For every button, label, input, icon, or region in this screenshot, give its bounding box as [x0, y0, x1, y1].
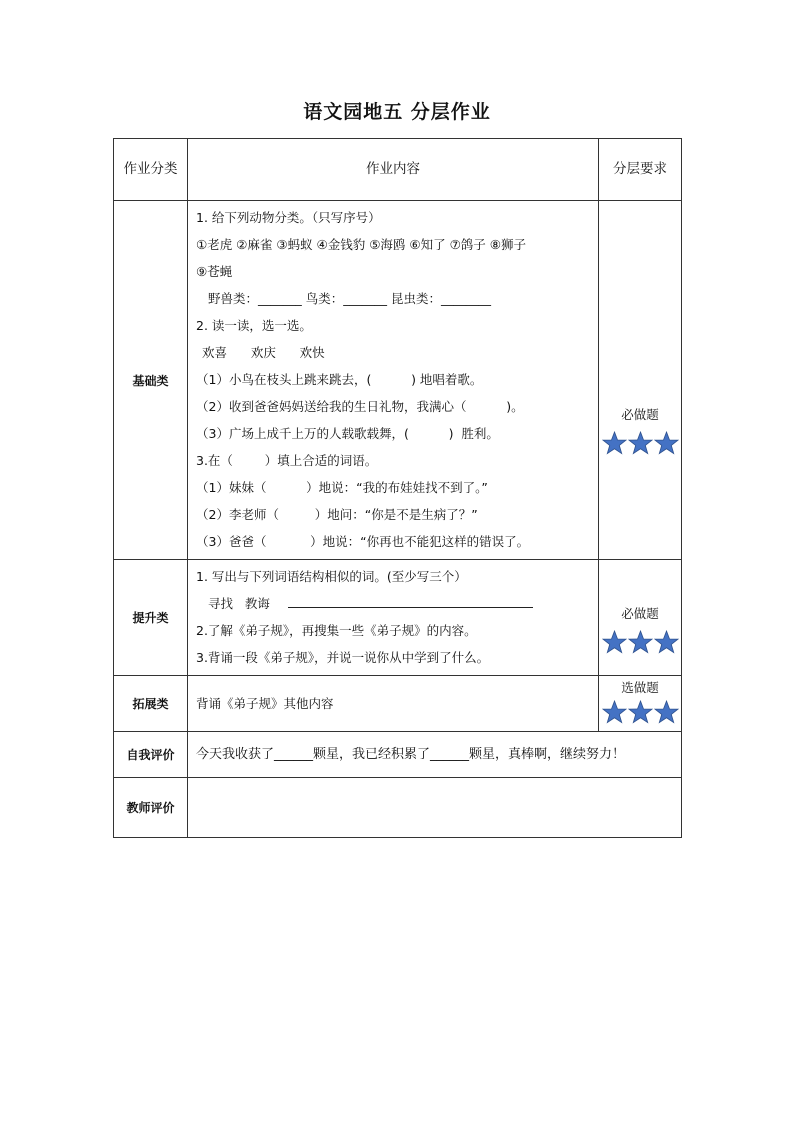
basic-q3-item2: （2）李老师（ ）地问：“你是不是生病了？” — [196, 507, 478, 522]
extension-category: 拓展类 — [114, 676, 188, 732]
extension-requirement: 选做题 — [621, 680, 659, 695]
star-icon — [654, 700, 679, 724]
basic-q2-words: 欢喜 欢庆 欢快 — [202, 345, 325, 360]
extension-stars — [599, 700, 681, 724]
basic-q2-title: 2. 读一读，选一选。 — [196, 318, 312, 333]
extension-content: 背诵《弟子规》其他内容 — [196, 695, 334, 711]
self-eval-category: 自我评价 — [114, 732, 188, 778]
star-icon — [654, 431, 679, 455]
advanced-q1: 1. 写出与下列词语结构相似的词。(至少写三个） — [196, 569, 467, 584]
basic-q1-options: ①老虎 ②麻雀 ③蚂蚁 ④金钱豹 ⑤海鸥 ⑥知了 ⑦鸽子 ⑧狮子 — [196, 237, 526, 252]
self-eval-row — [114, 732, 682, 778]
basic-content — [188, 201, 599, 560]
header-requirement: 分层要求 — [599, 139, 682, 201]
advanced-row — [114, 560, 682, 676]
self-eval-content: 今天我收获了______颗星，我已经积累了______颗星，真棒啊，继续努力！ — [188, 732, 682, 778]
basic-q2-item2: （2）收到爸爸妈妈送给我的生日礼物，我满心（ )。 — [196, 399, 524, 414]
extension-requirement-cell — [599, 676, 682, 732]
basic-q3-item1: （1）妹妹（ ）地说：“我的布娃娃找不到了。” — [196, 480, 488, 495]
basic-row — [114, 201, 682, 560]
star-icon — [602, 431, 627, 455]
basic-q2-item3: （3）广场上成千上万的人载歌载舞，( ) 胜利。 — [196, 426, 499, 441]
advanced-q3: 3.背诵一段《弟子规》，并说一说你从中学到了什么。 — [196, 650, 490, 665]
star-icon — [602, 700, 627, 724]
advanced-category: 提升类 — [114, 560, 188, 676]
extension-row — [114, 676, 682, 732]
advanced-q1-words: 寻找 教诲 — [208, 596, 270, 611]
teacher-eval-content[interactable] — [188, 778, 682, 838]
basic-requirement: 必做题 — [621, 407, 659, 422]
star-icon — [628, 431, 653, 455]
basic-q1-title: 1. 给下列动物分类。（只写序号） — [196, 210, 381, 225]
advanced-requirement: 必做题 — [621, 605, 659, 621]
header-row — [114, 139, 682, 201]
extension-content-cell — [188, 676, 599, 732]
star-icon — [654, 630, 679, 654]
header-category: 作业分类 — [114, 139, 188, 201]
basic-q3-title: 3.在（ ）填上合适的词语。 — [196, 453, 378, 468]
advanced-requirement-cell — [599, 560, 682, 676]
star-icon — [628, 700, 653, 724]
advanced-stars — [599, 630, 681, 654]
answer-line — [288, 592, 533, 608]
basic-requirement-cell — [599, 201, 682, 560]
teacher-eval-row — [114, 778, 682, 838]
page-title: 语文园地五 分层作业 — [303, 101, 491, 123]
star-icon — [602, 630, 627, 654]
header-content: 作业内容 — [188, 139, 599, 201]
basic-q2-item1: （1）小鸟在枝头上跳来跳去，( ) 地唱着歌。 — [196, 372, 483, 387]
basic-q1-options-2: ⑨苍蝇 — [196, 264, 233, 279]
advanced-content — [188, 560, 599, 676]
advanced-q2: 2.了解《弟子规》，再搜集一些《弟子规》的内容。 — [196, 623, 477, 638]
basic-q1-blanks: 野兽类：_______ 鸟类：_______ 昆虫类：________ — [208, 291, 491, 306]
basic-category: 基础类 — [114, 201, 188, 560]
star-icon — [628, 630, 653, 654]
basic-q3-item3: （3）爸爸（ ）地说：“你再也不能犯这样的错误了。 — [196, 534, 530, 549]
homework-table — [113, 138, 682, 838]
basic-stars — [599, 431, 681, 455]
teacher-eval-category: 教师评价 — [114, 778, 188, 838]
